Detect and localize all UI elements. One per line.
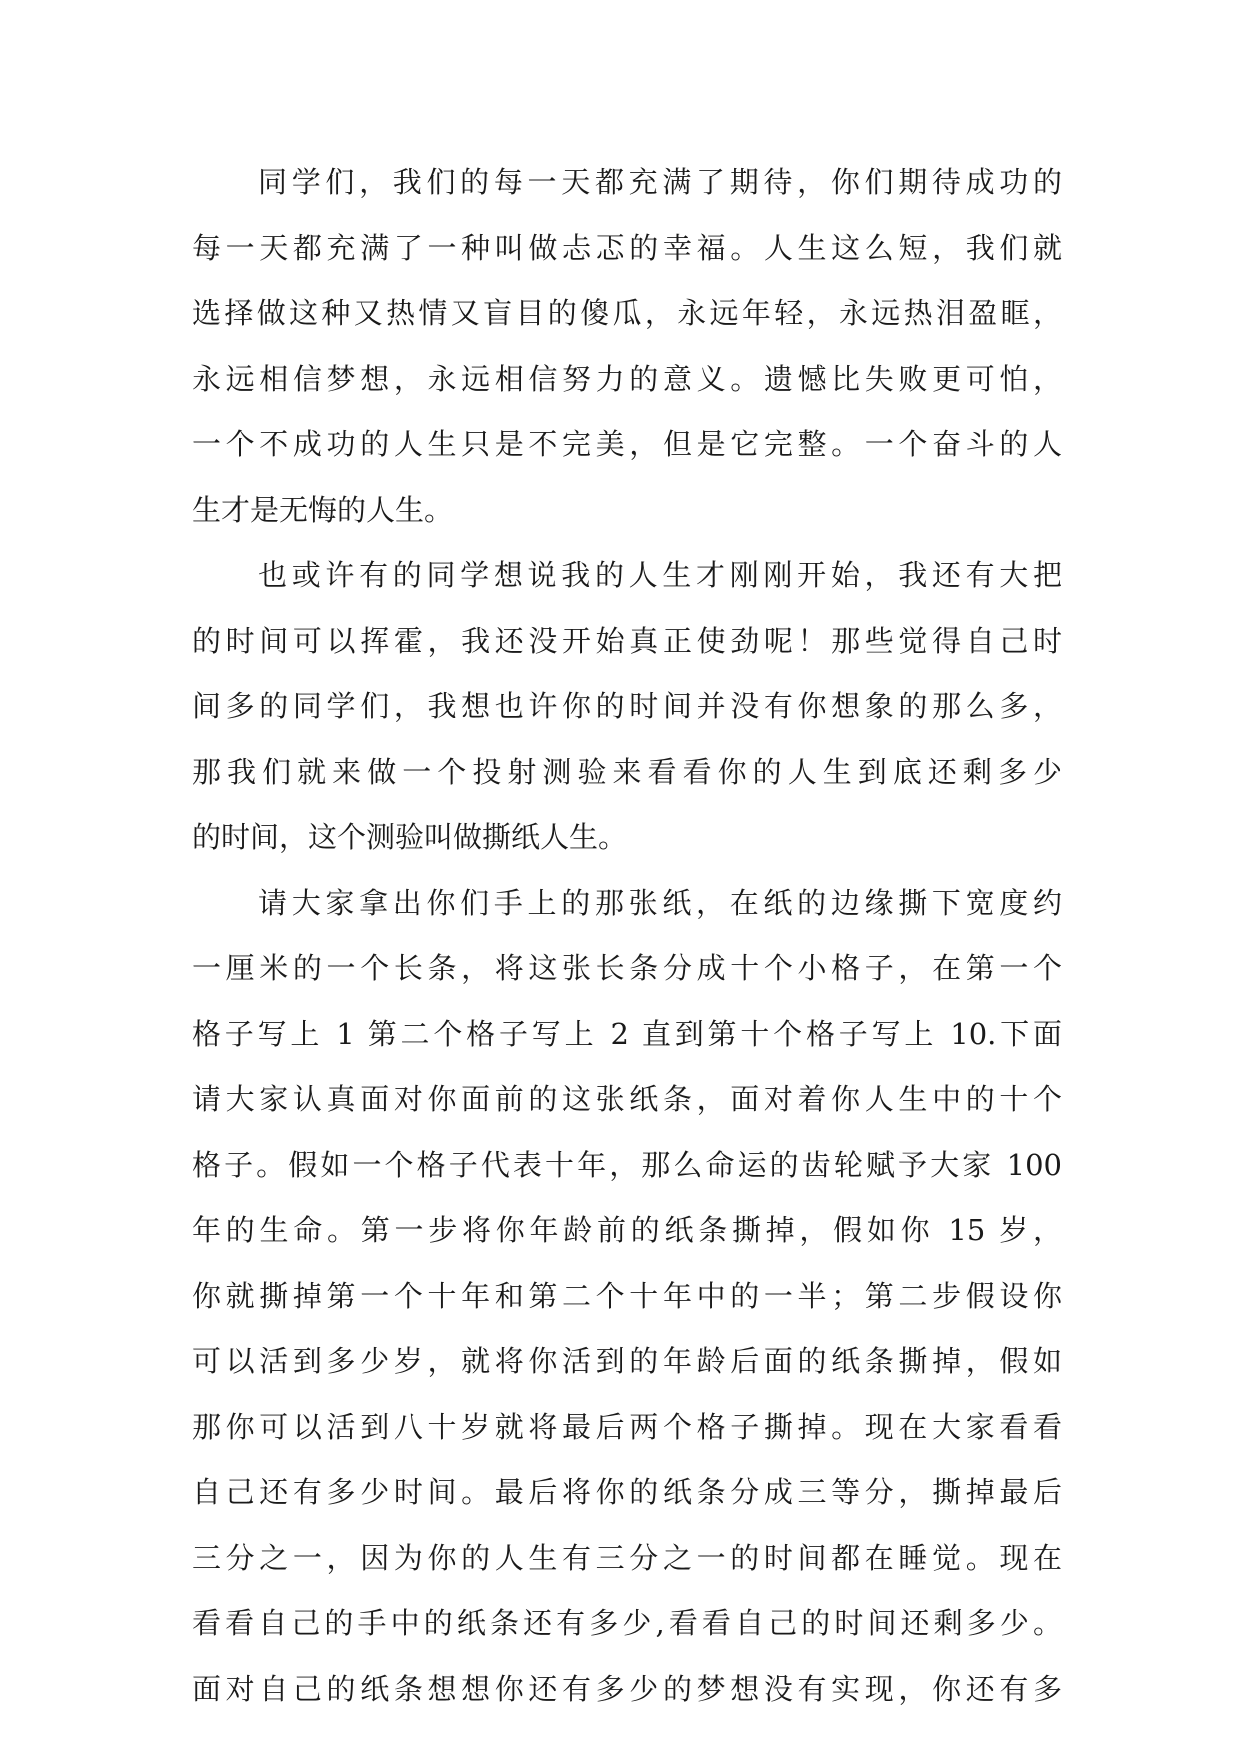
text-line: 永远相信梦想，永远相信努力的意义。遗憾比失败更可怕， <box>192 361 1062 396</box>
text-line: 选择做这种又热情又盲目的傻瓜，永远年轻，永远热泪盈眶， <box>192 296 1062 330</box>
text-line: 那我们就来做一个投射测验来看看你的人生到底还剩多少 <box>192 754 1062 789</box>
text-line: 请大家拿出你们手上的那张纸，在纸的边缘撕下宽度约 <box>258 885 1062 920</box>
text-line: 的时间可以挥霍，我还没开始真正使劲呢！那些觉得自己时 <box>192 623 1062 658</box>
text-line: 年的生命。第一步将你年龄前的纸条撕掉，假如你 15 岁， <box>192 1213 1062 1247</box>
text-line: 格子写上 1 第二个格子写上 2 直到第十个格子写上 10.下面 <box>192 1016 1062 1051</box>
text-line: 一个不成功的人生只是不完美，但是它完整。一个奋斗的人 <box>192 427 1062 461</box>
paragraph-1 <box>192 160 1062 553</box>
text-line: 可以活到多少岁，就将你活到的年龄后面的纸条撕掉，假如 <box>192 1344 1062 1378</box>
text-line: 每一天都充满了一种叫做忐忑的幸福。人生这么短，我们就 <box>192 230 1062 265</box>
text-line: 你就撕掉第一个十年和第二个十年中的一半；第二步假设你 <box>192 1278 1062 1313</box>
text-line: 自己还有多少时间。最后将你的纸条分成三等分，撕掉最后 <box>192 1475 1062 1509</box>
text-line: 请大家认真面对你面前的这张纸条，面对着你人生中的十个 <box>192 1082 1062 1116</box>
text-line: 的时间，这个测验叫做撕纸人生。 <box>192 820 628 854</box>
text-line: 格子。假如一个格子代表十年，那么命运的齿轮赋予大家 100 <box>192 1147 1062 1182</box>
text-line: 间多的同学们，我想也许你的时间并没有你想象的那么多， <box>192 689 1062 723</box>
text-line: 同学们，我们的每一天都充满了期待，你们期待成功的 <box>258 165 1062 199</box>
paragraph-2 <box>192 553 1062 881</box>
paragraph-3 <box>192 881 1062 1733</box>
text-line: 看看自己的手中的纸条还有多少,看看自己的时间还剩多少。 <box>192 1606 1062 1640</box>
text-line: 一厘米的一个长条，将这张长条分成十个小格子，在第一个 <box>192 951 1062 985</box>
text-line: 那你可以活到八十岁就将最后两个格子撕掉。现在大家看看 <box>192 1409 1062 1444</box>
document-body <box>192 160 1062 1732</box>
text-line: 也或许有的同学想说我的人生才刚刚开始，我还有大把 <box>258 558 1062 592</box>
text-line: 三分之一，因为你的人生有三分之一的时间都在睡觉。现在 <box>192 1540 1062 1575</box>
text-line: 面对自己的纸条想想你还有多少的梦想没有实现，你还有多 <box>192 1671 1062 1706</box>
text-line: 生才是无悔的人生。 <box>192 492 454 527</box>
